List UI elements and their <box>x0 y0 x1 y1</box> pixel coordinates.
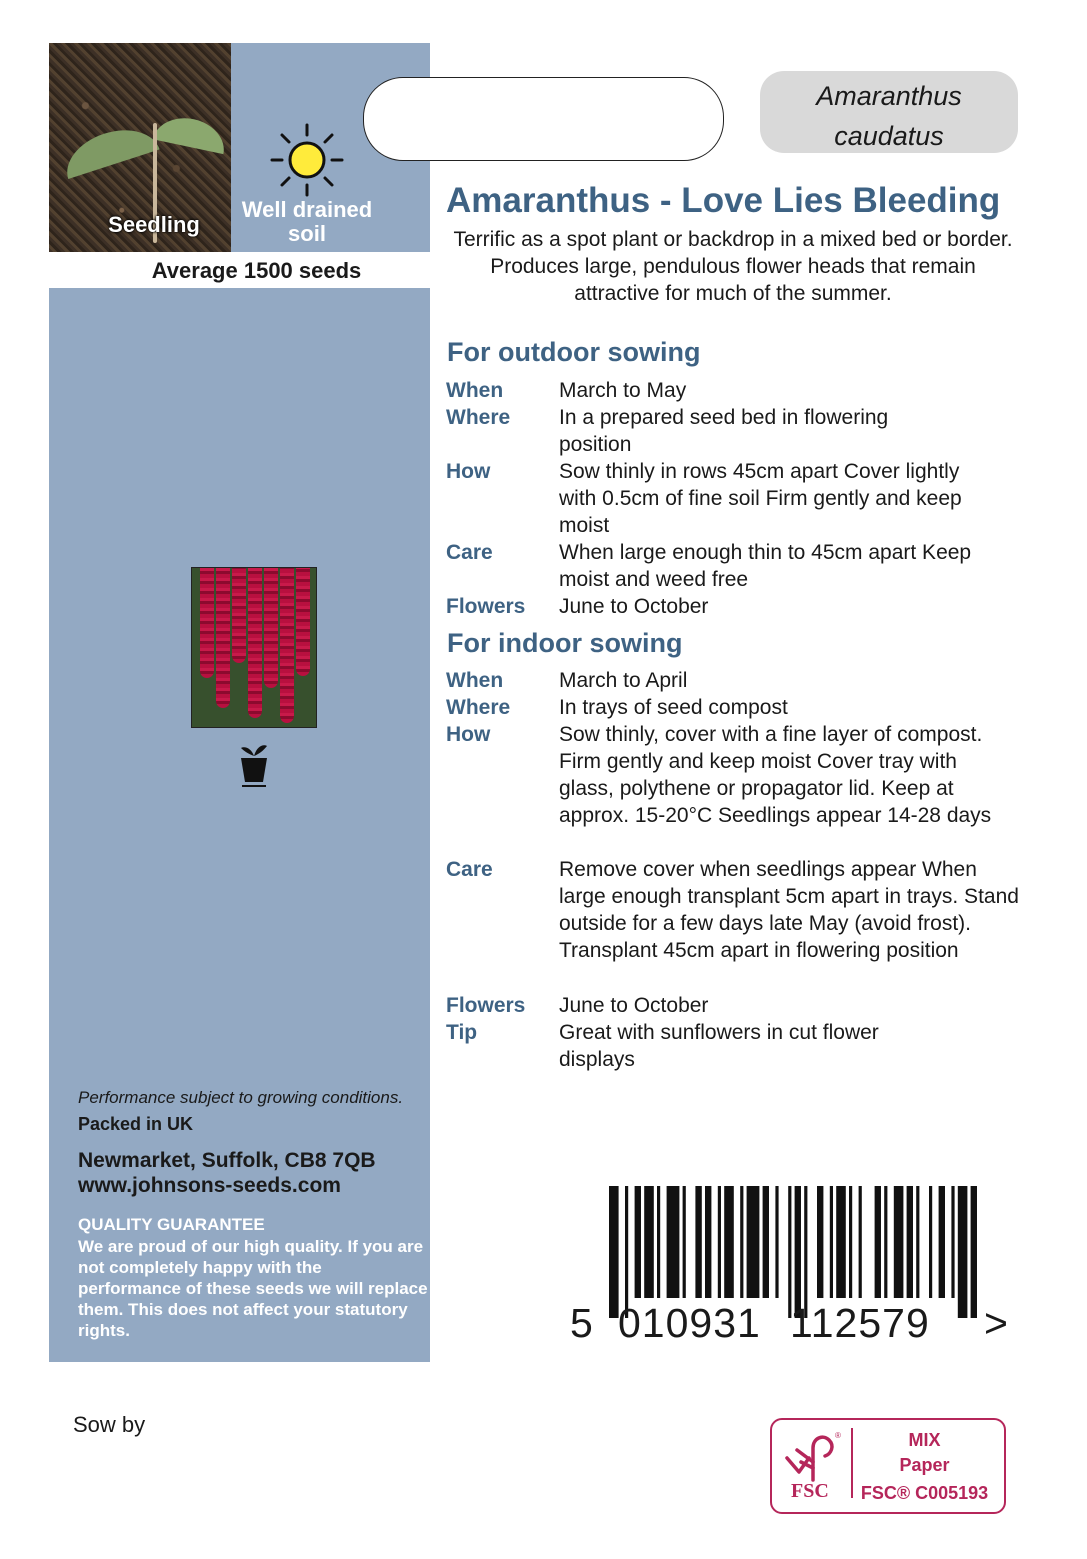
row-value: March to May <box>559 379 687 402</box>
flower-photo <box>191 567 317 728</box>
guarantee-title: QUALITY GUARANTEE <box>78 1215 265 1234</box>
barcode-left-group: 010931 <box>618 1300 761 1346</box>
row-key: Flowers <box>446 994 526 1017</box>
row-value: Sow thinly, cover with a fine layer of compost. Firm gently and keep moist Cover tray with glass, polythene or propagator lid. Keep at approx. 15-20°C Seedlings appear 14-28 days <box>559 723 992 827</box>
fsc-logo-text: FSC <box>791 1480 829 1502</box>
row-value: Remove cover when seedlings appear When large enough transplant 5cm apart in trays. Stand outside for a few days late May (avoid frost). Transplant 45cm apart in flowering position <box>559 858 1019 962</box>
product-title: Amaranthus - Love Lies Bleeding <box>446 181 1001 220</box>
packed-in: Packed in UK <box>78 1114 194 1134</box>
blank-label-area <box>363 77 724 161</box>
fsc-paper: Paper <box>899 1455 950 1475</box>
barcode-bar <box>817 1186 823 1298</box>
row-value: In trays of seed compost <box>559 696 788 719</box>
barcode-bar <box>836 1186 846 1298</box>
barcode-bar <box>830 1186 833 1298</box>
outdoor-section-title: For outdoor sowing <box>447 337 701 367</box>
row-key: When <box>446 379 504 402</box>
barcode-bar <box>849 1186 852 1298</box>
barcode-bar <box>951 1186 954 1298</box>
johnsons-logo-icon <box>237 742 271 790</box>
barcode-bar <box>667 1186 680 1298</box>
barcode-bar <box>907 1186 913 1298</box>
row-key: Where <box>446 696 511 719</box>
product-intro: Terrific as a spot plant or backdrop in a mixed bed or border. Produces large, pendulous flower heads that remain attractive for much of the summer. <box>453 228 1013 305</box>
barcode-first-digit: 5 <box>570 1300 593 1346</box>
barcode-bar <box>958 1186 968 1318</box>
row-key: Where <box>446 406 511 429</box>
barcode-bar <box>763 1186 769 1298</box>
row-value: Sow thinly in rows 45cm apart Cover lightly with 0.5cm of fine soil Firm gently and keep moist <box>559 460 962 537</box>
barcode-bar <box>644 1186 654 1298</box>
barcode-bar <box>724 1186 734 1298</box>
barcode-bar <box>795 1186 801 1318</box>
barcode <box>609 1186 977 1318</box>
barcode-bar <box>705 1186 711 1298</box>
row-key: Flowers <box>446 595 526 618</box>
row-key: When <box>446 669 504 692</box>
row-key: Care <box>446 541 493 564</box>
address: Newmarket, Suffolk, CB8 7QB <box>78 1149 376 1172</box>
barcode-bar <box>775 1186 778 1298</box>
sow-by-label: Sow by <box>73 1412 146 1437</box>
barcode-bar <box>657 1186 660 1298</box>
indoor-section-title: For indoor sowing <box>447 628 683 658</box>
guarantee-text: We are proud of our high quality. If you are not completely happy with the performance of these seeds we will replace them. This does not affect your statutory rights. <box>78 1237 428 1340</box>
row-value: June to October <box>559 595 709 618</box>
seed-count: Average 1500 seeds <box>151 258 362 283</box>
row-value: In a prepared seed bed in flowering position <box>559 406 889 456</box>
barcode-bar <box>718 1186 721 1298</box>
website: www.johnsons-seeds.com <box>78 1174 341 1197</box>
row-value: When large enough thin to 45cm apart Keep moist and weed free <box>559 541 972 591</box>
barcode-bar <box>929 1186 932 1298</box>
fsc-mix: MIX <box>908 1430 941 1450</box>
barcode-bar <box>747 1186 760 1298</box>
fsc-code: FSC® C005193 <box>860 1483 989 1503</box>
barcode-bar <box>740 1186 743 1298</box>
seedling-label: Seedling <box>108 212 200 237</box>
barcode-right-group: 112579 <box>790 1300 930 1346</box>
latin-name: Amaranthus caudatus <box>816 81 962 151</box>
fsc-tree-icon <box>781 1428 845 1482</box>
row-value: March to April <box>559 669 688 692</box>
barcode-bar <box>971 1186 977 1318</box>
barcode-bar <box>859 1186 862 1298</box>
barcode-bar <box>635 1186 641 1298</box>
soil-label: Well drained soil <box>241 197 373 246</box>
barcode-bar <box>884 1186 887 1298</box>
barcode-bar <box>788 1186 791 1318</box>
row-key: Tip <box>446 1021 478 1044</box>
row-value: Great with sunflowers in cut flower displays <box>559 1021 879 1071</box>
barcode-bar <box>894 1186 904 1298</box>
performance-note: Performance subject to growing conditions. <box>78 1088 404 1107</box>
row-value: June to October <box>559 994 709 1017</box>
row-key: How <box>446 460 491 483</box>
barcode-bar <box>939 1186 945 1298</box>
sun-icon <box>270 123 344 197</box>
barcode-bar <box>695 1186 701 1298</box>
barcode-bar <box>683 1186 686 1298</box>
barcode-bar <box>625 1186 628 1318</box>
row-key: How <box>446 723 491 746</box>
barcode-bar <box>916 1186 919 1298</box>
barcode-bar <box>804 1186 807 1318</box>
barcode-arrow: > <box>984 1300 1008 1346</box>
row-key: Care <box>446 858 493 881</box>
svg-text:®: ® <box>835 1431 841 1440</box>
barcode-bar <box>875 1186 881 1298</box>
barcode-bar <box>609 1186 619 1318</box>
